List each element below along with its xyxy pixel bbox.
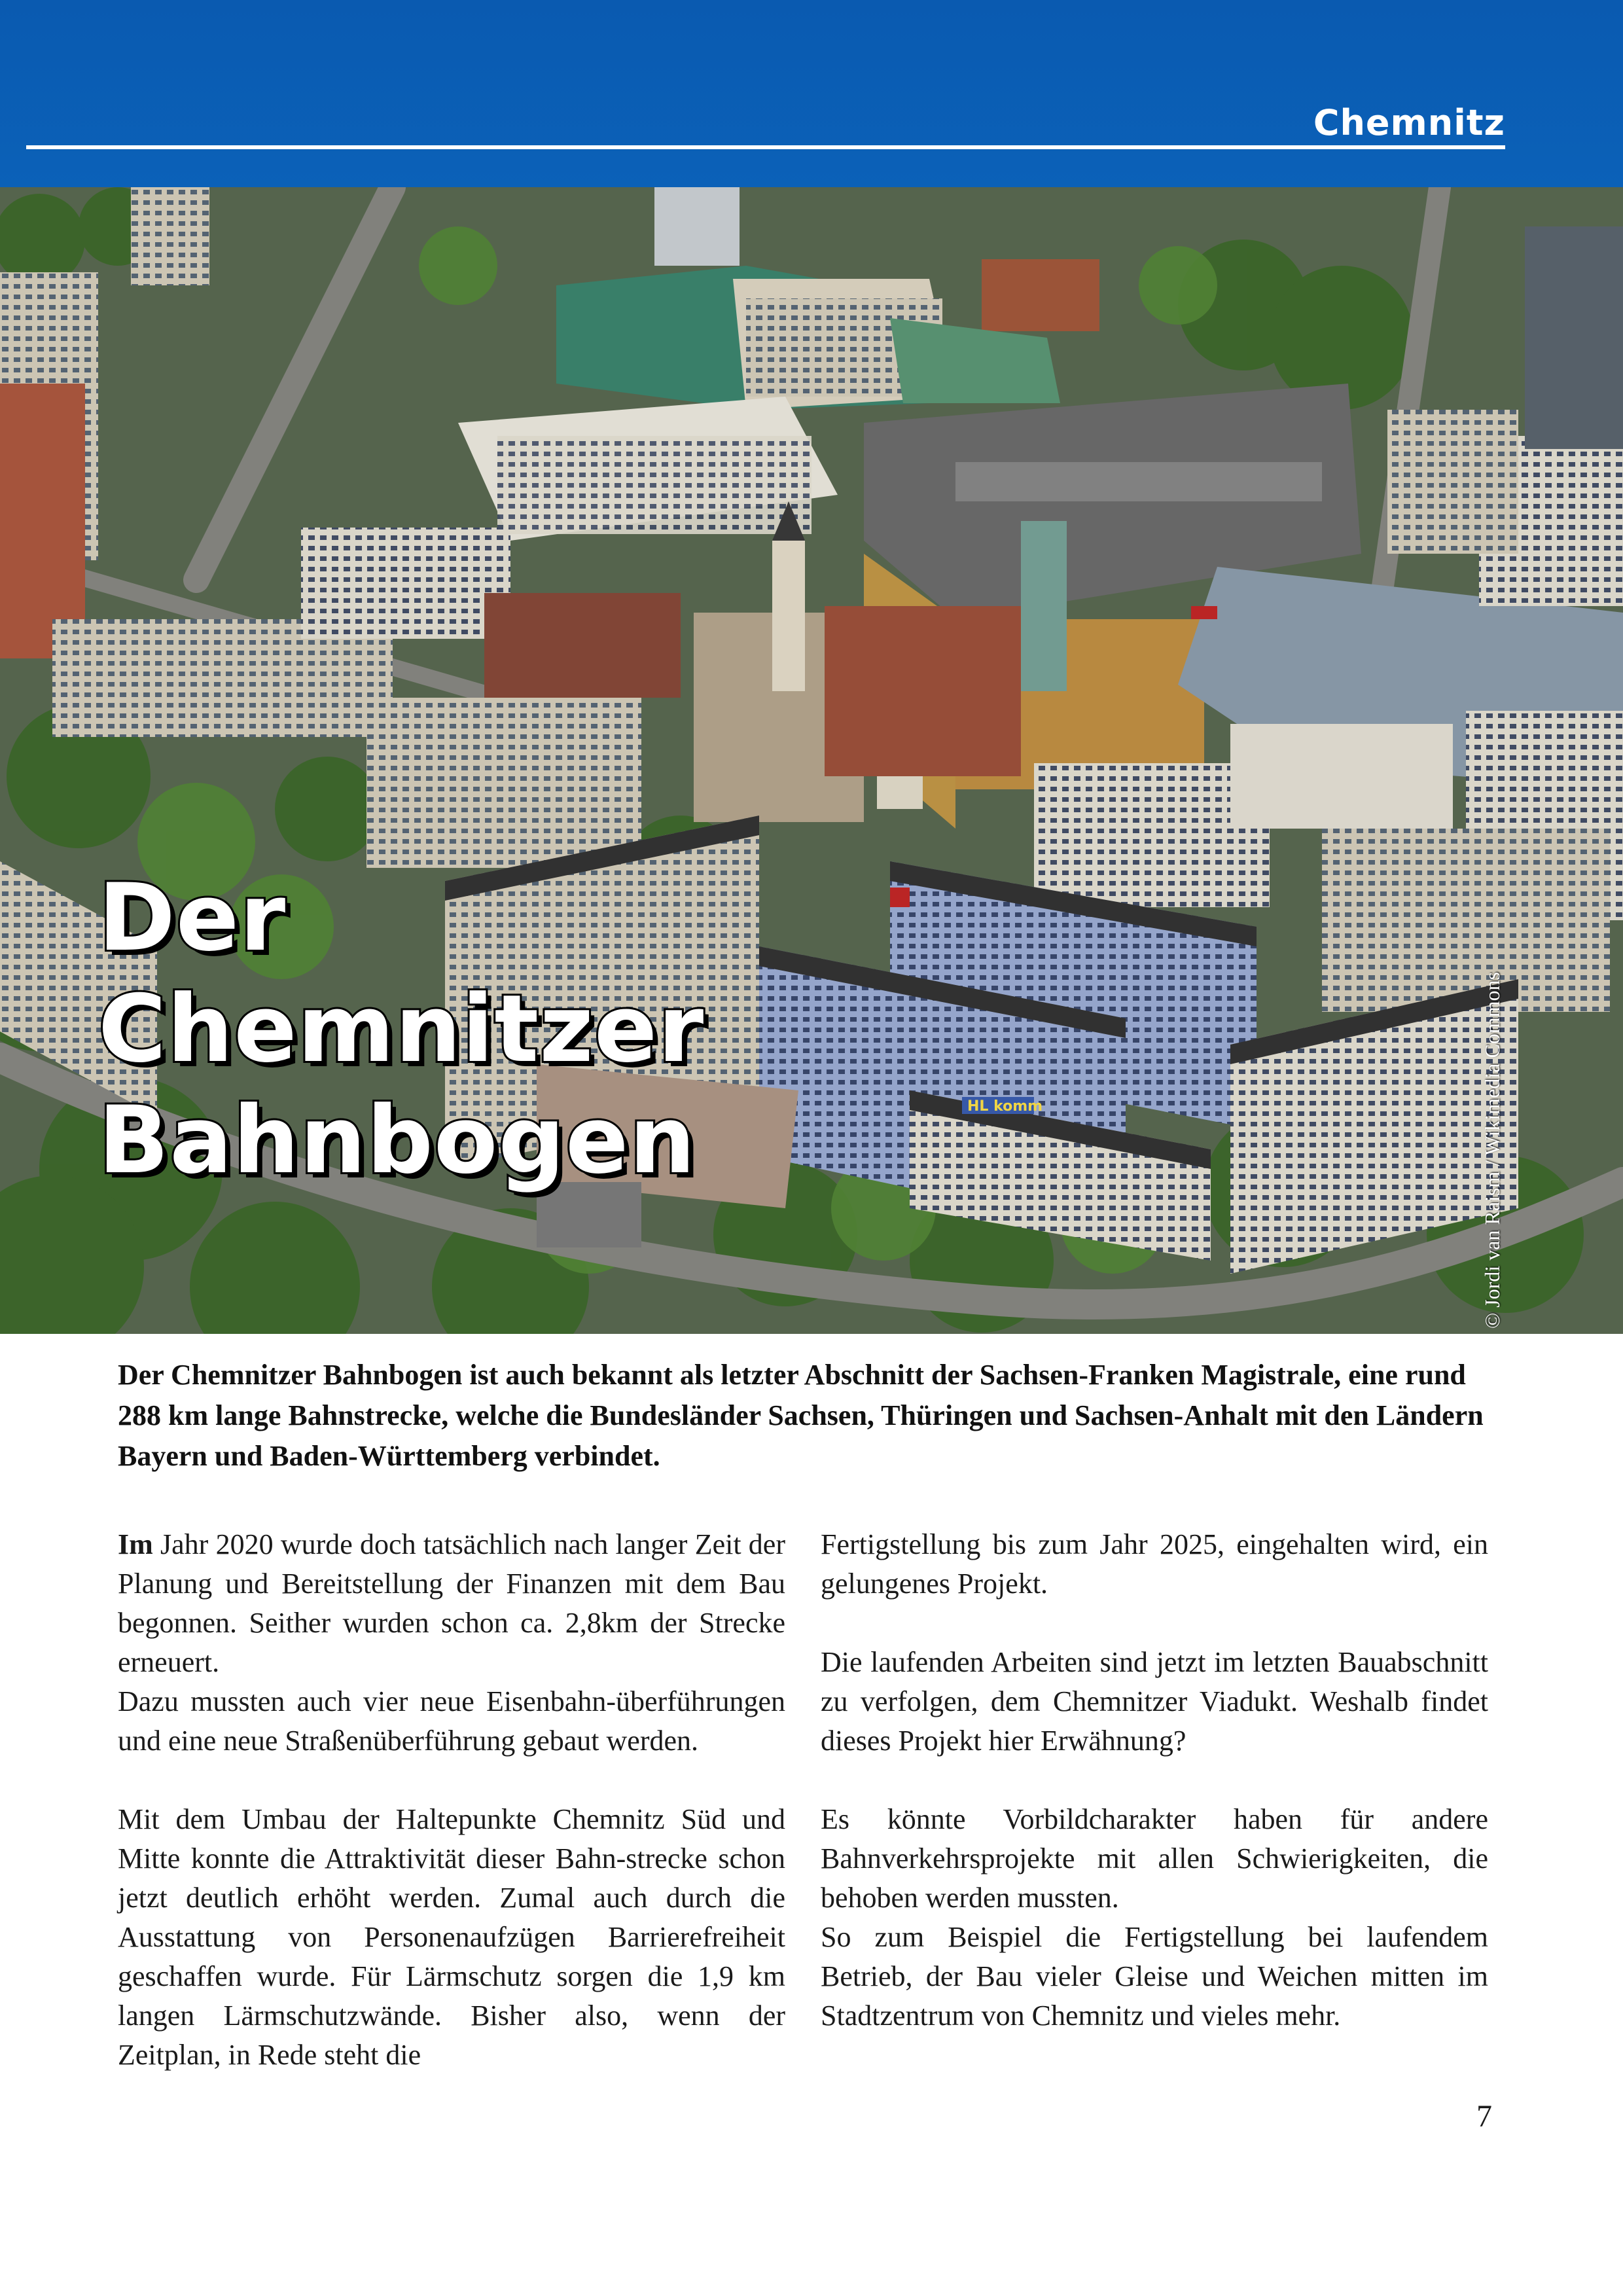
headline-line-1: Der xyxy=(98,864,287,972)
paragraph: Mit dem Umbau der Haltepunkte Chemnitz Süd und Mitte konnte die Attraktivität dieser Bahn-strecke schon jetzt deutlich erhöht werden. Zumal auch durch die Ausstattung von Personenaufzügen Barrierefreiheit geschaffen wurde. Für Lärmschutz sorgen die 1,9 km langen Lärmschutzwände. Bisher also, wenn der Zeitplan, in Rede steht die xyxy=(118,1803,785,2071)
section-label: Chemnitz xyxy=(1313,102,1505,143)
paragraph-text: Dazu mussten auch vier neue Eisenbahn-überführungen und eine neue Straßenüberführung gebaut werden. xyxy=(118,1685,785,1757)
header-rule xyxy=(26,145,1505,149)
body-column-1 xyxy=(118,1525,785,2075)
paragraph-text: Es könnte Vorbildcharakter haben für andere Bahnverkehrsprojekte mit allen Schwierigkeiten, die behoben werden mussten. xyxy=(821,1803,1488,1914)
building-sign: HL komm xyxy=(967,1098,1043,1115)
photo-credit: © Jordi van Raism / Wikimedia Commons xyxy=(1480,971,1504,1329)
paragraph xyxy=(118,1525,785,1761)
paragraph-lead-word: Im xyxy=(118,1528,153,1560)
header-bar xyxy=(0,0,1623,187)
headline-line-3: Bahnbogen xyxy=(98,1086,696,1194)
paragraph: Fertigstellung bis zum Jahr 2025, eingehalten wird, ein gelungenes Projekt. xyxy=(821,1528,1488,1600)
headline xyxy=(98,863,704,1196)
lead-paragraph: Der Chemnitzer Bahnbogen ist auch bekannt als letzter Abschnitt der Sachsen-Franken Magistrale, eine rund 288 km lange Bahnstrecke, welche die Bundesländer Sachsen, Thüringen und Sachsen-Anhalt mit den Ländern Bayern und Baden-Württemberg verbindet. xyxy=(118,1359,1484,1472)
paragraph-text: Jahr 2020 wurde doch tatsächlich nach langer Zeit der Planung und Bereitstellung der Finanzen mit dem Bau begonnen. Seither wurden schon ca. 2,8km der Strecke erneuert. xyxy=(118,1528,785,1678)
paragraph xyxy=(821,1800,1488,2036)
page-number: 7 xyxy=(1476,2099,1492,2134)
paragraph-text: So zum Beispiel die Fertigstellung bei laufendem Betrieb, der Bau vieler Gleise und Weichen mitten im Stadtzentrum von Chemnitz und vieles mehr. xyxy=(821,1921,1488,2032)
headline-line-2: Chemnitzer xyxy=(98,975,705,1083)
paragraph: Die laufenden Arbeiten sind jetzt im letzten Bauabschnitt zu verfolgen, dem Chemnitzer Viadukt. Weshalb findet dieses Projekt hier Erwähnung? xyxy=(821,1646,1488,1757)
body-column-2 xyxy=(821,1525,1488,2036)
